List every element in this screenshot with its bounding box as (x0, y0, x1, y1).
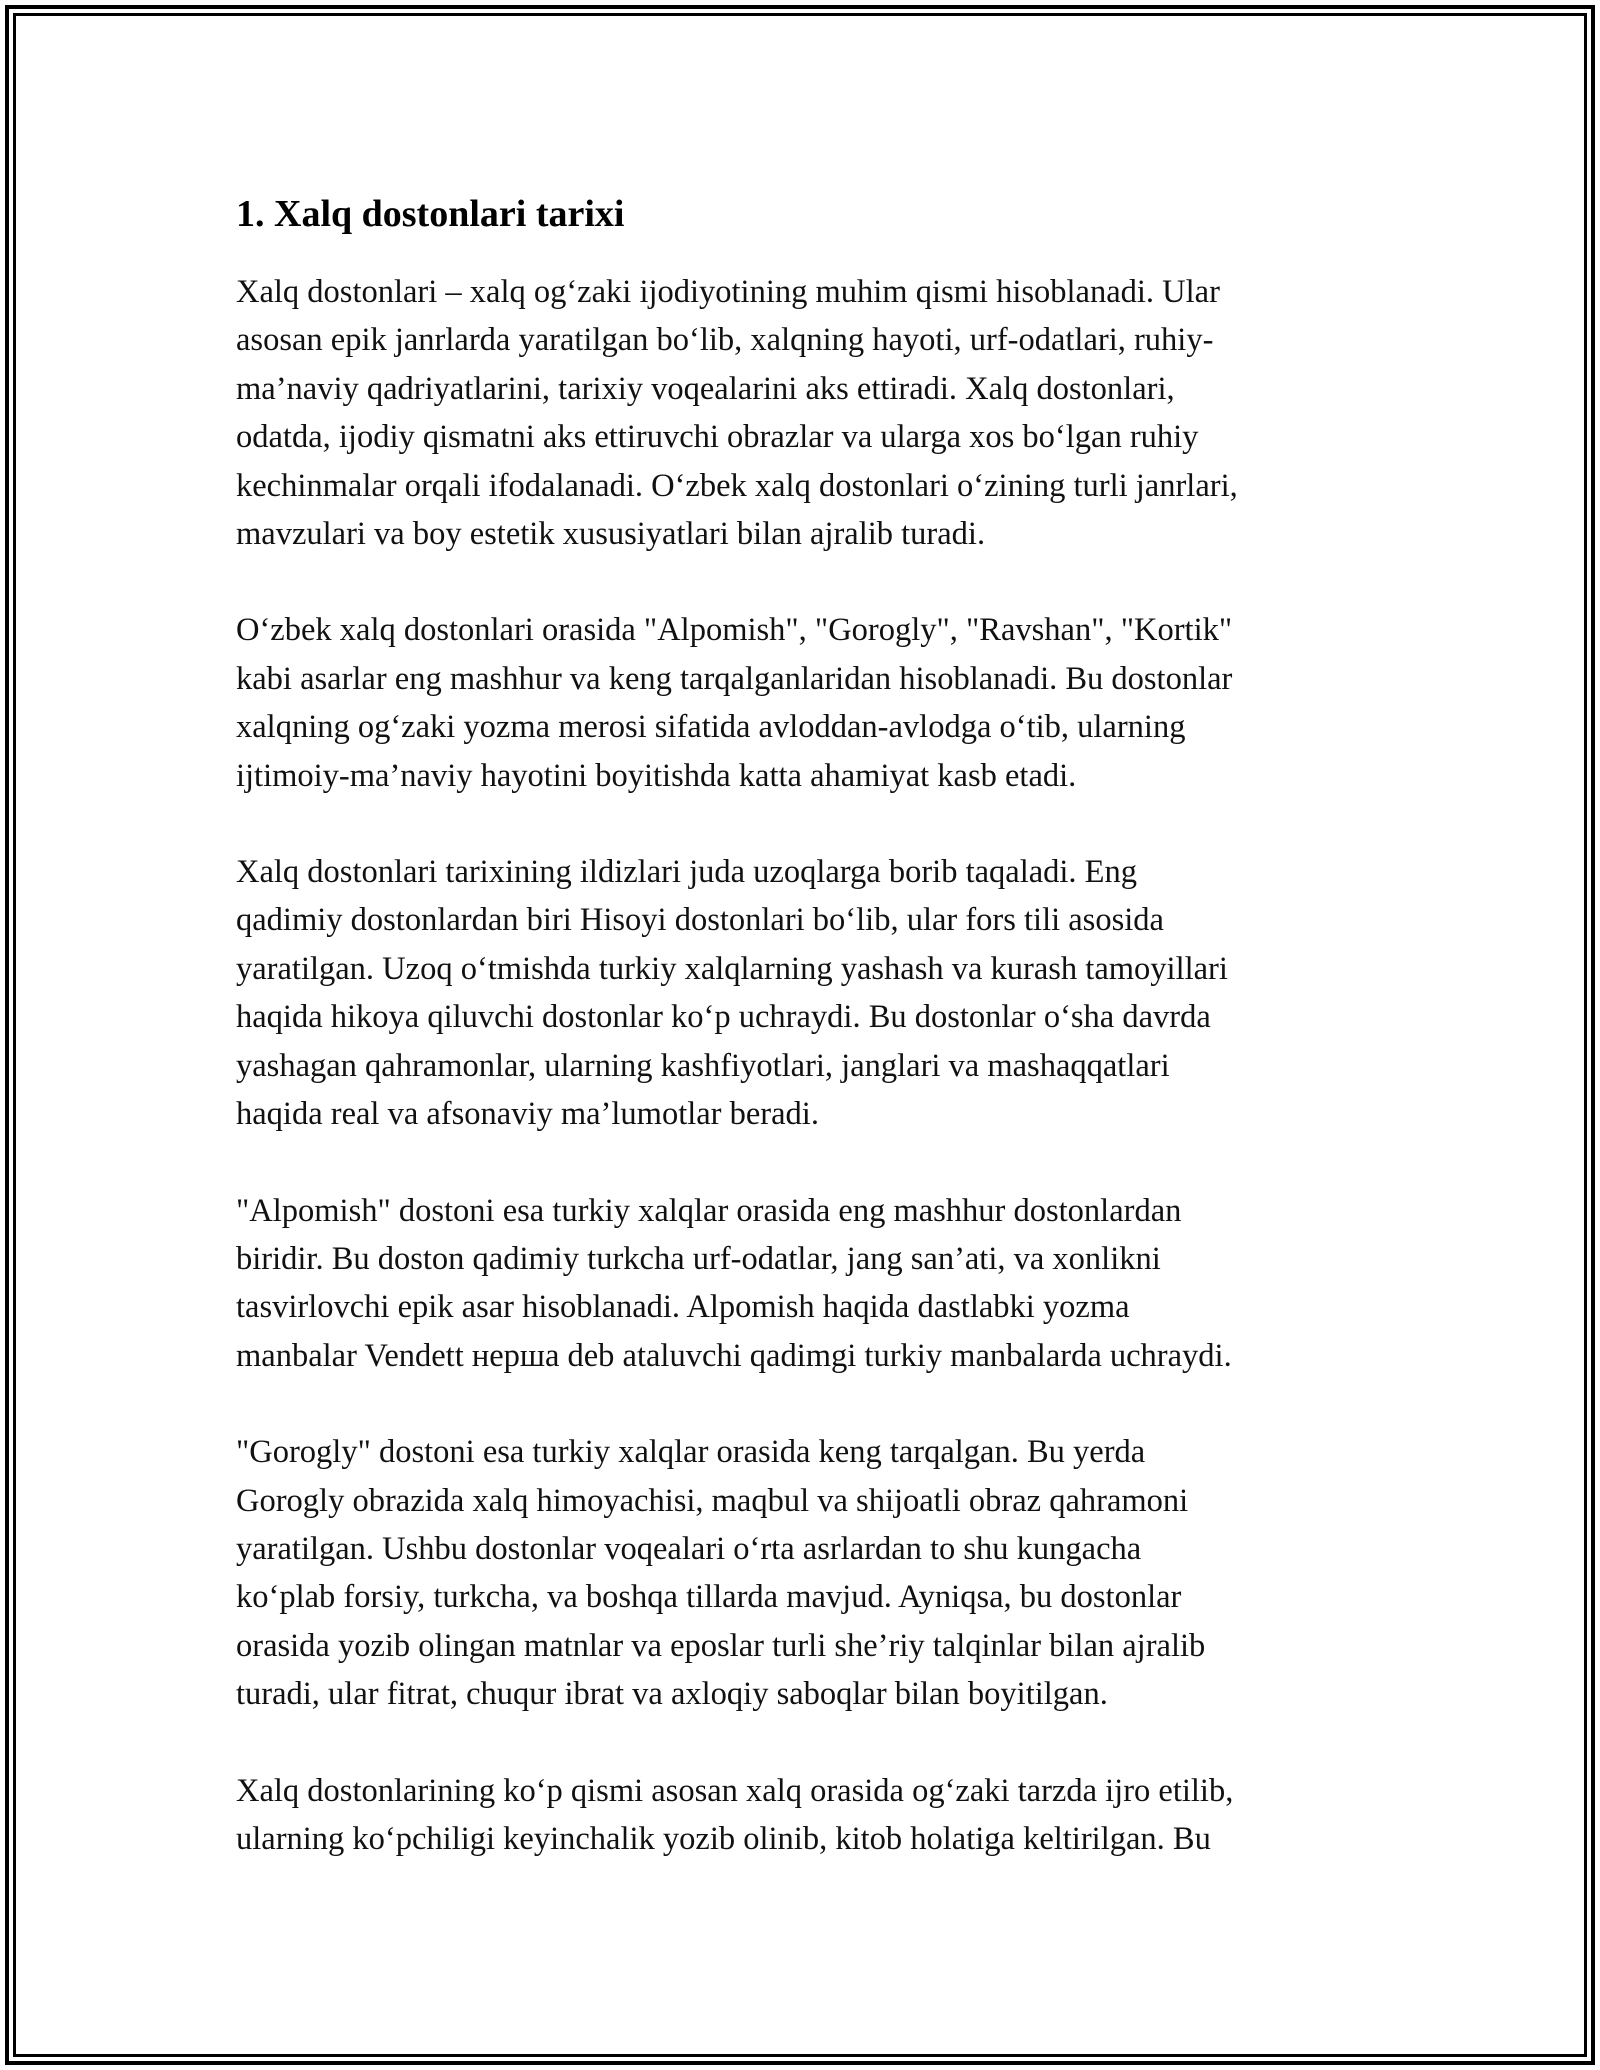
text-line: ko‘plab forsiy, turkcha, va boshqa tillarda mavjud. Ayniqsa, bu dostonlar (236, 1579, 1182, 1616)
text-line: ma’naviy qadriyatlarini, tarixiy voqealarini aks ettiradi. Xalq dostonlari, (236, 370, 1175, 407)
text-line: "Gorogly" dostoni esa turkiy xalqlar orasida keng tarqalgan. Bu yerda (236, 1434, 1146, 1471)
text-line: Xalq dostonlari tarixining ildizlari juda uzoqlarga borib taqaladi. Eng (236, 854, 1138, 891)
paragraph-alpomish (236, 1187, 1376, 1381)
paragraph-intro (236, 268, 1376, 558)
text-line: O‘zbek xalq dostonlari orasida "Alpomish", "Gorogly", "Ravshan", "Kortik" (236, 612, 1233, 649)
text-line: "Alpomish" dostoni esa turkiy xalqlar orasida eng mashhur dostonlardan (236, 1192, 1182, 1229)
text-line: Xalq dostonlari – xalq og‘zaki ijodiyotining muhim qismi hisoblanadi. Ular (236, 274, 1220, 310)
text-line: turadi, ular fitrat, chuqur ibrat va axloqiy saboqlar bilan boyitilgan. (236, 1676, 1108, 1713)
document-page (236, 188, 1376, 1911)
text-line: haqida real va afsonaviy ma’lumotlar beradi. (236, 1096, 819, 1133)
text-line: yashagan qahramonlar, ularning kashfiyotlari, janglari va mashaqqatlari (236, 1047, 1170, 1084)
text-line: yaratilgan. Uzoq o‘tmishda turkiy xalqlarning yashash va kurash tamoyillari (236, 950, 1228, 987)
text-line: haqida hikoya qiluvchi dostonlar ko‘p uchraydi. Bu dostonlar o‘sha davrda (236, 999, 1211, 1036)
text-line: yaratilgan. Ushbu dostonlar voqealari o‘rta asrlardan to shu kungacha (236, 1530, 1142, 1567)
text-line: Gorogly obrazida xalq himoyachisi, maqbul va shijoatli obraz qahramoni (236, 1482, 1189, 1519)
paragraph-history-roots (236, 848, 1376, 1138)
text-line: ularning ko‘pchiligi keyinchalik yozib olinib, kitob holatiga keltirilgan. Bu (236, 1820, 1211, 1857)
text-line: qadimiy dostonlardan biri Hisoyi dostonlari bo‘lib, ular fors tili asosida (236, 902, 1164, 939)
text-line: manbalar Vendett нерша deb ataluvchi qadimgi turkiy manbalarda uchraydi. (236, 1337, 1232, 1374)
text-line: Xalq dostonlarining ko‘p qismi asosan xalq orasida og‘zaki tarzda ijro etilib, (236, 1772, 1234, 1809)
paragraph-gorogly (236, 1428, 1376, 1718)
section-heading: 1. Xalq dostonlari tarixi (236, 193, 625, 235)
text-line: biridir. Bu doston qadimiy turkcha urf-odatlar, jang san’ati, va xonlikni (236, 1240, 1161, 1277)
text-line: kechinmalar orqali ifodalanadi. O‘zbek xalq dostonlari o‘zining turli janrlari, (236, 467, 1238, 504)
text-line: odatda, ijodiy qismatni aks ettiruvchi obrazlar va ularga xos bo‘lgan ruhiy (236, 419, 1199, 456)
text-line: tasvirlovchi epik asar hisoblanadi. Alpomish haqida dastlabki yozma (236, 1289, 1130, 1326)
text-line: xalqning og‘zaki yozma merosi sifatida avloddan-avlodga o‘tib, ularning (236, 709, 1186, 746)
paragraph-oral-tradition (236, 1767, 1376, 1864)
paragraph-famous-epics (236, 606, 1376, 800)
text-line: kabi asarlar eng mashhur va keng tarqalganlaridan hisoblanadi. Bu dostonlar (236, 660, 1233, 697)
text-line: asosan epik janrlarda yaratilgan bo‘lib, xalqning hayoti, urf-odatlari, ruhiy- (236, 322, 1214, 359)
text-line: ijtimoiy-ma’naviy hayotini boyitishda katta ahamiyat kasb etadi. (236, 757, 1077, 794)
text-line: mavzulari va boy estetik xususiyatlari bilan ajralib turadi. (236, 516, 986, 553)
text-line: orasida yozib olingan matnlar va eposlar turli she’riy talqinlar bilan ajralib (236, 1627, 1206, 1664)
